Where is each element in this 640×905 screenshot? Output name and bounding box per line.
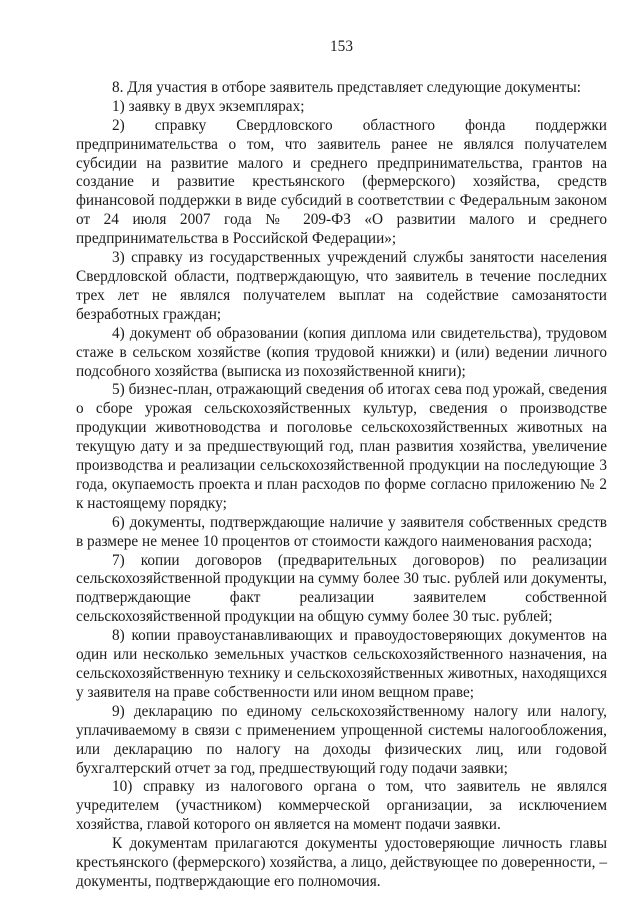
list-item-6: 6) документы, подтверждающие наличие у заявителя собственных средств в размере не менее 10 процентов от стоимости каждого наименования расхода; xyxy=(76,513,607,550)
list-item-4: 4) документ об образовании (копия диплома или свидетельства), трудовом стаже в сельском хозяйстве (копия трудовой книжки) и (или) ведении личного подсобного хозяйства (выписка из похозяйственной книги); xyxy=(76,324,607,380)
list-item-7: 7) копии договоров (предварительных договоров) по реализации сельскохозяйственной продукции на сумму более 30 тыс. рублей или документы, подтверждающие факт реализации заявителем собственной сельскохозяйственной продукции на общую сумму более 30 тыс. рублей; xyxy=(76,551,607,626)
list-item-9: 9) декларацию по единому сельскохозяйственному налогу или налогу, уплачиваемому в связи с применением упрощенной системы налогообложения, или декларацию по налогу на доходы физических лиц, или годовой бухгалтерский отчет за год, предшествующий году подачи заявки; xyxy=(76,702,607,777)
list-item-3: 3) справку из государственных учреждений службы занятости населения Свердловской области, подтверждающую, что заявитель в течение последних трех лет не являлся получателем выплат на содействие самозанятости безработных граждан; xyxy=(76,249,607,323)
paragraph-intro: 8. Для участия в отборе заявитель представляет следующие документы: xyxy=(112,78,581,96)
list-item-2: 2) справку Свердловского областного фонда поддержки предпринимательства о том, что заявитель ранее не являлся получателем субсидии на развитие малого и среднего предпринимательства, грантов на создание и развитие крестьянского (фермерского) хозяйства, средств финансовой поддержки в виде субсидий в соответствии с Федеральным законом от 24 июля 2007 года № 209-ФЗ «О развитии малого и среднего предпринимательства в Российской Федерации»; xyxy=(76,116,607,248)
paragraph-closing: К документам прилагаются документы удостоверяющие личность главы крестьянского (фермерского) хозяйства, а лицо, действующее по доверенности, – документы, подтверждающие его полномочия. xyxy=(76,835,607,890)
list-item-5: 5) бизнес-план, отражающий сведения об итогах сева под урожай, сведения о сборе урожая сельскохозяйственных культур, сведения о производстве продукции животноводства и поголовье сельскохозяйственных животных на текущую дату и за предшествующий год, план развития хозяйства, увеличение производства и реализации сельскохозяйственной продукции на последующие 3 года, окупаемость проекта и план расходов по форме согласно приложению № 2 к настоящему порядку; xyxy=(76,381,607,512)
page-number: 153 xyxy=(330,38,353,55)
list-item-10: 10) справку из налогового органа о том, что заявитель не являлся учредителем (участником) коммерческой организации, за исключением хозяйства, главой которого он является на момент подачи заявки. xyxy=(76,778,607,834)
list-item-1: 1) заявку в двух экземплярах; xyxy=(112,97,305,115)
list-item-8: 8) копии правоустанавливающих и правоудостоверяющих документов на один или несколько земельных участков сельскохозяйственного назначения, на сельскохозяйственную технику и сельскохозяйственных животных, находящихся у заявителя на праве собственности или ином вещном праве; xyxy=(76,627,607,701)
